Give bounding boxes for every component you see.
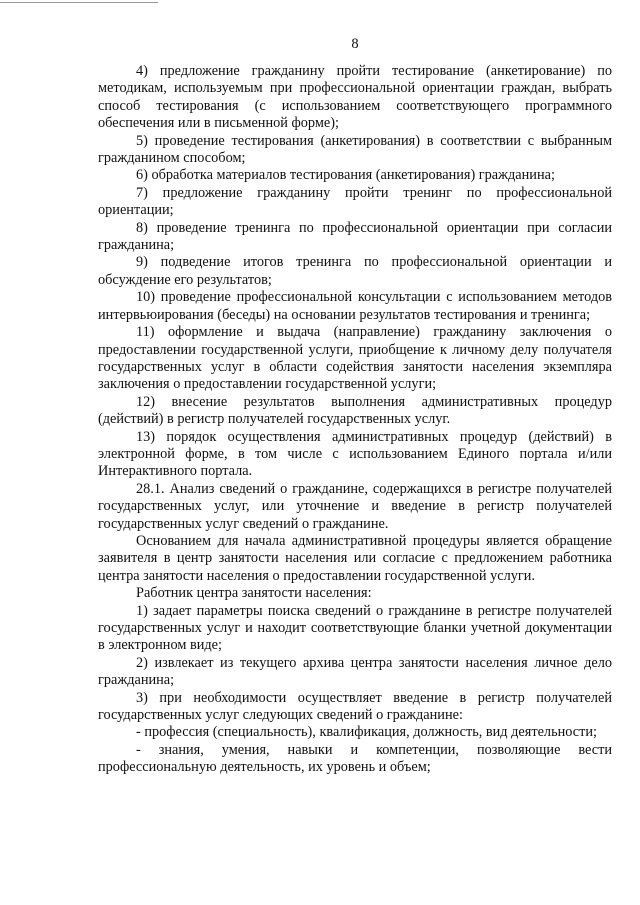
list-item-8: 8) проведение тренинга по профессиональной ориентации при согласии гражданина; [98, 219, 612, 254]
document-body [98, 63, 612, 777]
basis-paragraph: Основанием для начала административной процедуры является обращение заявителя в центр занятости населения или согласие с предложением работника центра занятости населения о предоставлении государственной услуги. [98, 532, 612, 584]
worker-intro: Работник центра занятости населения: [136, 585, 372, 602]
bullet-profession: - профессия (специальность), квалификация, должность, вид деятельности; [136, 724, 597, 741]
scan-edge-line [0, 2, 158, 3]
list-item-13: 13) порядок осуществления административных процедур (действий) в электронной форме, в том числе с использованием Единого портала и/или Интерактивного портала. [98, 428, 612, 480]
list-item-4: 4) предложение гражданину пройти тестирование (анкетирование) по методикам, используемым при профессиональной ориентации граждан, выбрать способ тестирования (с использованием соответствующего программного обеспечения или в письменной форме); [98, 63, 612, 132]
list-item-5: 5) проведение тестирования (анкетирования) в соответствии с выбранным гражданином способом; [98, 132, 612, 167]
worker-step-3: 3) при необходимости осуществляет введение в регистр получателей государственных услуг следующих сведений о гражданине: [98, 689, 612, 724]
worker-step-1: 1) задает параметры поиска сведений о гражданине в регистре получателей государственных услуг и находит соответствующие бланки учетной документации в электронном виде; [98, 602, 612, 654]
list-item-12: 12) внесение результатов выполнения административных процедур (действий) в регистр получателей государственных услуг. [98, 393, 612, 428]
list-item-7: 7) предложение гражданину пройти тренинг по профессиональной ориентации; [98, 184, 612, 219]
list-item-11: 11) оформление и выдача (направление) гражданину заключения о предоставлении государственной услуги, приобщение к личному делу получателя государственных услуг в области содействия занятости населения экземпляра заключения о предоставлении государственной услуги; [98, 324, 612, 393]
worker-step-2: 2) извлекает из текущего архива центра занятости населения личное дело гражданина; [98, 654, 612, 689]
list-item-6: 6) обработка материалов тестирования (анкетирования) гражданина; [136, 167, 555, 184]
page-number: 8 [351, 36, 359, 52]
bullet-skills: - знания, умения, навыки и компетенции, позволяющие вести профессиональную деятельность, их уровень и объем; [98, 741, 612, 776]
section-28-1: 28.1. Анализ сведений о гражданине, содержащихся в регистре получателей государственных услуг, или уточнение и введение в регистр получателей государственных услуг сведений о гражданине. [98, 480, 612, 532]
list-item-10: 10) проведение профессиональной консультации с использованием методов интервьюирования (беседы) на основании результатов тестирования и тренинга; [98, 289, 612, 323]
list-item-9: 9) подведение итогов тренинга по профессиональной ориентации и обсуждение его результатов; [98, 254, 612, 288]
